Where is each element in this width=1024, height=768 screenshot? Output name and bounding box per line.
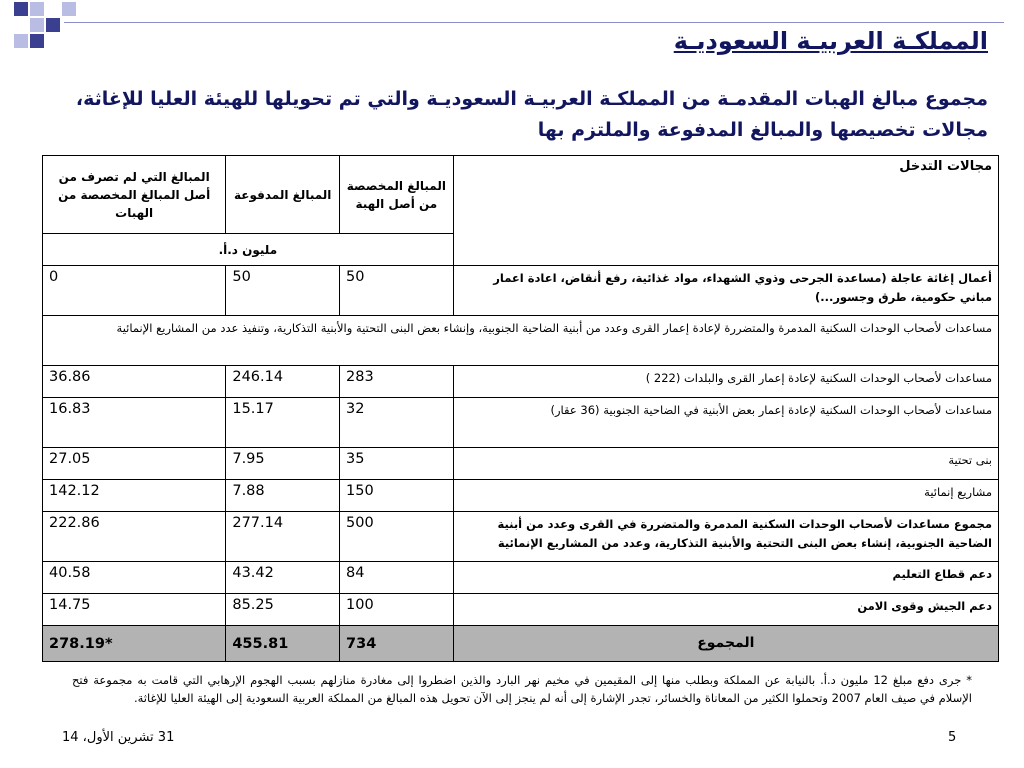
- row-area: مساعدات لأصحاب الوحدات السكنية المدمرة والمتضررة لإعادة إعمار القرى وعدد من أبنية الضاحية الجنوبية، وإنشاء بعض البنى التحتية والأبنية التذكارية، وتنفيذ عدد من المشاريع الإنمائية: [43, 316, 999, 366]
- table-row: [43, 480, 999, 512]
- row-area: مساعدات لأصحاب الوحدات السكنية لإعادة إعمار بعض الأبنية في الضاحية الجنوبية (36 عقار): [453, 398, 998, 448]
- row-allocated: 84: [340, 562, 454, 594]
- header-paid: المبالغ المدفوعة: [226, 156, 340, 234]
- table-row: [43, 366, 999, 398]
- table-row: [43, 512, 999, 562]
- table-header-row: [43, 156, 999, 234]
- grants-table: [42, 155, 999, 662]
- footer-date: 31 تشرين الأول، 14: [62, 730, 175, 745]
- total-label: المجموع: [453, 626, 998, 662]
- header-allocated: المبالغ المخصصة من أصل الهبة: [340, 156, 454, 234]
- row-area: مجموع مساعدات لأصحاب الوحدات السكنية المدمرة والمتضررة في القرى وعدد من أبنية الضاحية الجنوبية، إنشاء بعض البنى التحتية والأبنية التذكارية، وعدد من المشاريع الإنمائية: [453, 512, 998, 562]
- footnote: * جرى دفع مبلغ 12 مليون د.أ. بالنيابة عن المملكة وبطلب منها إلى المقيمين في مخيم نهر البارد والذين اضطروا إلى مغادرة منازلهم بسبب الهجوم الإرهابي التي قامت به مجموعة فتح الإسلام في صيف العام 2007 وتحملوا الكثير من المعاناة والخسائر، تجدر الإشارة إلى أنه لم ينجز إلى الآن تحويل هذه المبالغ من المملكة العربية السعودية إلى الهيئة العليا للإغاثة.: [72, 673, 972, 705]
- row-allocated: 150: [340, 480, 454, 512]
- page-number: 5: [948, 730, 957, 745]
- table-row: [43, 562, 999, 594]
- total-allocated: 734: [340, 626, 454, 662]
- table-row: [43, 316, 999, 366]
- page-subtitle: مجموع مبالغ الهبات المقدمـة من المملكـة العربيـة السعوديـة والتي تم تحويلها للهيئة العليا للإغاثة، مجالات تخصيصها والمبالغ المدفوعة والملتزم بها: [75, 88, 988, 141]
- row-area: أعمال إغاثة عاجلة (مساعدة الجرحى وذوي الشهداء، مواد غذائية، رفع أنقاض، اعادة اعمار مباني حكومية، طرق وجسور...): [453, 266, 998, 316]
- unit-label: مليون د.أ.: [43, 234, 454, 266]
- row-allocated: 35: [340, 448, 454, 480]
- table-row: [43, 266, 999, 316]
- row-remaining: 27.05: [43, 448, 226, 480]
- row-area: مساعدات لأصحاب الوحدات السكنية لإعادة إعمار القرى والبلدات (222 ): [453, 366, 998, 398]
- total-row: [43, 626, 999, 662]
- row-allocated: 50: [340, 266, 454, 316]
- row-paid: 7.88: [226, 480, 340, 512]
- table-row: [43, 594, 999, 626]
- row-allocated: 100: [340, 594, 454, 626]
- row-remaining: 0: [43, 266, 226, 316]
- row-remaining: 36.86: [43, 366, 226, 398]
- row-area: دعم الجيش وقوى الامن: [453, 594, 998, 626]
- row-paid: 43.42: [226, 562, 340, 594]
- row-remaining: 40.58: [43, 562, 226, 594]
- row-area: دعم قطاع التعليم: [453, 562, 998, 594]
- header-area: مجالات التدخل: [453, 156, 998, 266]
- row-paid: 7.95: [226, 448, 340, 480]
- row-remaining: 14.75: [43, 594, 226, 626]
- row-paid: 50: [226, 266, 340, 316]
- table-row: [43, 398, 999, 448]
- row-paid: 246.14: [226, 366, 340, 398]
- row-paid: 85.25: [226, 594, 340, 626]
- table-row: [43, 448, 999, 480]
- row-allocated: 283: [340, 366, 454, 398]
- row-allocated: 500: [340, 512, 454, 562]
- header-remaining: المبالغ التي لم تصرف من أصل المبالغ المخصصة من الهبات: [43, 156, 226, 234]
- row-paid: 277.14: [226, 512, 340, 562]
- row-remaining: 142.12: [43, 480, 226, 512]
- page-title: المملكـة العربيـة السعوديـة: [673, 27, 988, 55]
- row-remaining: 222.86: [43, 512, 226, 562]
- header-rule: [64, 22, 1004, 23]
- row-paid: 15.17: [226, 398, 340, 448]
- row-area: مشاريع إنمائية: [453, 480, 998, 512]
- total-remaining: 278.19*: [43, 626, 226, 662]
- row-remaining: 16.83: [43, 398, 226, 448]
- row-area: بنى تحتية: [453, 448, 998, 480]
- row-allocated: 32: [340, 398, 454, 448]
- total-paid: 455.81: [226, 626, 340, 662]
